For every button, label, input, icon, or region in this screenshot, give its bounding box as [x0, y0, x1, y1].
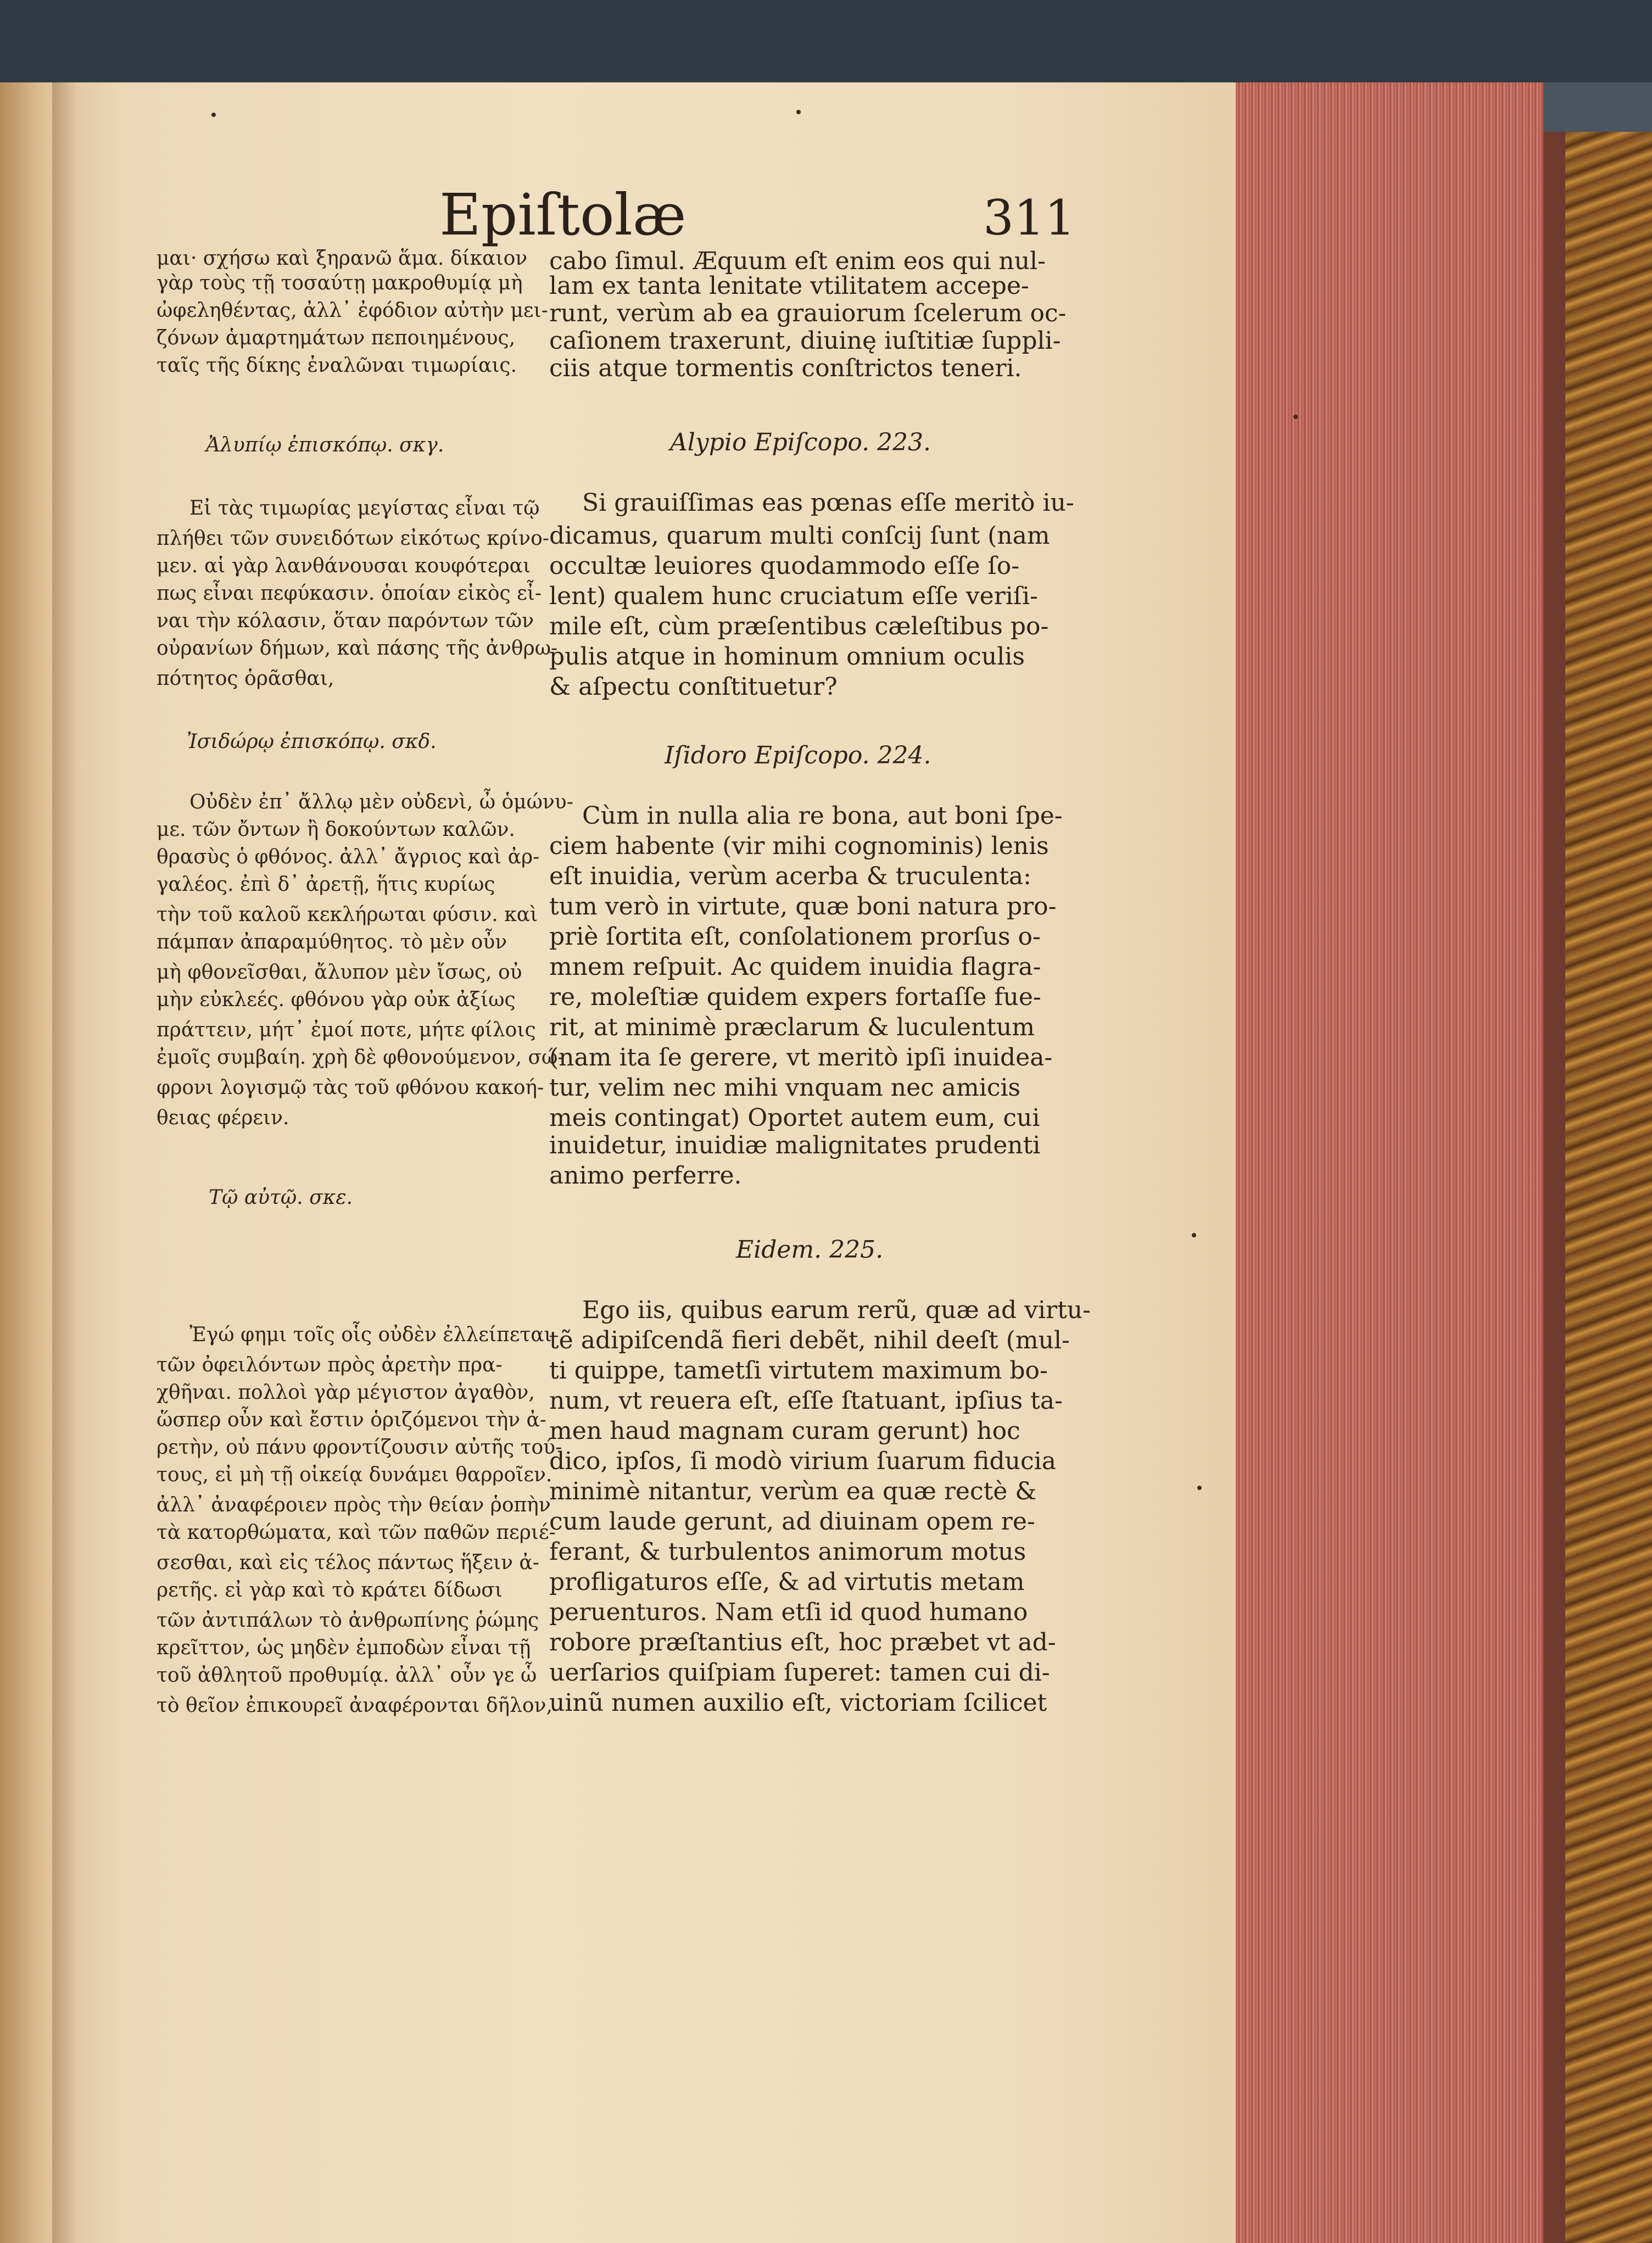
text-line: τοῦ ἀθλητοῦ προθυμίᾳ. ἀλλ᾽ οὖν γε ὧ [157, 1664, 537, 1687]
text-line: dicamus, quarum multi conſcij ſunt (nam [549, 522, 1050, 550]
text-line: ἀλλ᾽ ἀναφέροιεν πρὸς τὴν θείαν ῥοπὴν [157, 1494, 551, 1516]
text-line: men haud magnam curam gerunt) hoc [549, 1417, 1020, 1445]
text-line: occultæ leuiores quodammodo eſſe ſo- [549, 552, 1020, 580]
gutter-shadow [52, 82, 77, 2243]
text-line: γαλέος. ἐπὶ δ᾽ ἀρετῇ, ἥτις κυρίως [157, 873, 495, 896]
text-line: mile eſt, cùm præſentibus cæleſtibus po- [549, 612, 1049, 640]
text-line: μὴν εὐκλεές. φθόνου γὰρ οὐκ ἀξίως [157, 989, 516, 1011]
text-line: μαι· σχήσω καὶ ξηρανῶ ἅμα. δίκαιον [157, 247, 528, 270]
text-line: ὥσπερ οὖν καὶ ἔστιν ὁριζόμενοι τὴν ἀ- [157, 1409, 546, 1431]
text-line: Ἐγώ φημι τοῖς οἷς οὐδὲν ἐλλείπεται [189, 1324, 552, 1346]
text-line: ciis atque tormentis conſtrictos teneri. [549, 354, 1022, 382]
text-line: μεν. αἱ γὰρ λανθάνουσαι κουφότεραι [157, 555, 531, 577]
text-line: eſt inuidia, verùm acerba & truculenta: [549, 862, 1031, 890]
text-line: rit, at minimè præclarum & luculentum [549, 1013, 1035, 1041]
text-line: πως εἶναι πεφύκασιν. ὁποίαν εἰκὸς εἶ- [157, 582, 542, 605]
text-line: cum laude gerunt, ad diuinam opem re- [549, 1508, 1035, 1536]
text-line: πάμπαν ἀπαραμύθητος. τὸ μὲν οὖν [157, 931, 507, 953]
text-line: ρετὴν, οὐ πάνυ φροντίζουσιν αὐτῆς τού- [157, 1436, 562, 1459]
text-line: ciem habente (vir mihi cognominis) lenis [549, 832, 1049, 860]
text-line: re, moleſtiæ quidem expers fortaſſe fue- [549, 983, 1041, 1011]
text-line: τῶν ὀφειλόντων πρὸς ἀρετὴν πρα- [157, 1354, 503, 1376]
binding-top [1543, 82, 1652, 132]
text-line: uerſarios quiſpiam ſuperet: tamen cui di- [549, 1659, 1050, 1687]
text-line: Ego iis, quibus earum rerũ, quæ ad virtu- [582, 1296, 1091, 1324]
text-line: ὠφεληθέντας, ἀλλ᾽ ἐφόδιον αὐτὴν μει- [157, 299, 548, 322]
letter-heading: Alypio Epiſcopo. 223. [670, 428, 931, 456]
text-line: σεσθαι, καὶ εἰς τέλος πάντως ἥξειν ἀ- [157, 1552, 539, 1574]
text-line: ναι τὴν κόλασιν, ὅταν παρόντων τῶν [157, 610, 534, 632]
text-line: peruenturos. Nam etſi id quod humano [549, 1598, 1028, 1626]
text-line: τὸ θεῖον ἐπικουρεῖ ἀναφέρονται δῆλον, [157, 1694, 552, 1717]
letter-heading: Τῷ αὐτῷ. σκε. [209, 1186, 353, 1209]
text-line: cabo ſimul. Æquum eſt enim eos qui nul- [549, 247, 1046, 275]
text-line: num, vt reuera eſt, eſſe ſtatuant, ipſius ta- [549, 1387, 1063, 1415]
text-line: caſionem traxerunt, diuinę iuſtitiæ ſuppli- [549, 327, 1061, 355]
text-line: κρεῖττον, ὡς μηδὲν ἐμποδὼν εἶναι τῇ [157, 1637, 531, 1659]
text-line: tur, velim nec mihi vnquam nec amicis [549, 1074, 1021, 1102]
ink-speck [1197, 1486, 1202, 1490]
text-line: ταῖς τῆς δίκης ἐναλῶναι τιμωρίαις. [157, 354, 517, 377]
page-number: 311 [983, 189, 1075, 246]
text-line: πλήθει τῶν συνειδότων εἰκότως κρίνο- [157, 527, 549, 550]
text-line: ferant, & turbulentos animorum motus [549, 1538, 1026, 1566]
text-line: ρετῆς. εἰ γὰρ καὶ τὸ κράτει δίδωσι [157, 1579, 503, 1602]
text-line: uinũ numen auxilio eſt, victoriam ſcilicet [549, 1689, 1047, 1717]
text-line: tẽ adipiſcendã fieri debẽt, nihil deeſt (mul- [549, 1326, 1070, 1354]
text-line: Εἰ τὰς τιμωρίας μεγίστας εἶναι τῷ [189, 497, 540, 520]
text-line: meis contingat) Oportet autem eum, cui [549, 1104, 1040, 1132]
letter-heading: Ἀλυπίῳ ἐπισκόπῳ. σκγ. [206, 434, 444, 456]
letter-heading: Eidem. 225. [736, 1236, 884, 1264]
text-line: θρασὺς ὁ φθόνος. ἀλλ᾽ ἄγριος καὶ ἀρ- [157, 846, 540, 868]
text-line: πότητος ὁρᾶσθαι, [157, 667, 334, 690]
text-line: Οὐδὲν ἐπ᾽ ἄλλῳ μὲν οὐδενὶ, ὦ ὁμώνυ- [189, 791, 573, 813]
text-line: με. τῶν ὄντων ἢ δοκούντων καλῶν. [157, 818, 515, 841]
text-line: τους, εἰ μὴ τῇ οἰκείᾳ δυνάμει θαρροῖεν. [157, 1464, 552, 1486]
letter-heading: Iſidoro Epiſcopo. 224. [665, 741, 931, 769]
text-line: runt, verùm ab ea grauiorum ſcelerum oc- [549, 299, 1067, 327]
text-line: τῶν ἀντιπάλων τὸ ἀνθρωπίνης ῥώμης [157, 1609, 539, 1632]
text-line: priè ſortita eſt, conſolationem prorſus o- [549, 923, 1041, 951]
text-line: μὴ φθονεῖσθαι, ἄλυπον μὲν ἴσως, οὐ [157, 961, 522, 984]
text-line: (nam ita ſe gerere, vt meritò ipſi inuidea- [549, 1044, 1053, 1072]
text-line: Cùm in nulla alia re bona, aut boni ſpe- [582, 802, 1063, 830]
text-line: θειας φέρειν. [157, 1107, 289, 1129]
text-line: pulis atque in hominum omnium oculis [549, 643, 1025, 671]
text-line: χθῆναι. πολλοὶ γὰρ μέγιστον ἀγαθὸν, [157, 1381, 535, 1404]
text-line: lent) qualem hunc cruciatum eſſe veriſi- [549, 582, 1039, 610]
letter-heading: Ἰσιδώρῳ ἐπισκόπῳ. σκδ. [187, 730, 437, 753]
text-line: οὐρανίων δήμων, καὶ πάσης τῆς ἀνθρω- [157, 637, 558, 660]
text-line: ἐμοῖς συμβαίη. χρὴ δὲ φθονούμενον, σώ- [157, 1046, 565, 1069]
ink-speck [211, 113, 216, 117]
text-line: Si grauiſſimas eas pœnas eſſe meritò iu- [582, 489, 1074, 517]
text-line: τὴν τοῦ καλοῦ κεκλήρωται φύσιν. καὶ [157, 903, 538, 926]
text-line: γὰρ τοὺς τῇ τοσαύτῃ μακροθυμίᾳ μὴ [157, 272, 523, 294]
ink-speck [1192, 1233, 1196, 1237]
text-line: tum verò in virtute, quæ boni natura pro- [549, 892, 1057, 920]
text-line: πράττειν, μήτ᾽ ἐμοί ποτε, μήτε φίλοις [157, 1019, 536, 1041]
text-line: minimè nitantur, verùm ea quæ rectè & [549, 1477, 1037, 1505]
text-line: inuidetur, inuidiæ malignitates prudenti [549, 1131, 1041, 1159]
text-line: τὰ κατορθώματα, καὶ τῶν παθῶν περιέ- [157, 1521, 556, 1544]
ink-speck [796, 110, 801, 114]
text-line: robore præſtantius eſt, hoc præbet vt ad- [549, 1628, 1056, 1656]
text-line: dico, ipſos, ſi modò virium ſuarum fiducia [549, 1447, 1056, 1475]
fore-edge-shadow [1543, 110, 1565, 2243]
text-line: & aſpectu conſtituetur? [549, 673, 838, 701]
text-line: φρονι λογισμῷ τὰς τοῦ φθόνου κακοή- [157, 1076, 544, 1099]
running-head: Epiſtolæ [439, 181, 687, 248]
text-line: ti quippe, tametſi virtutem maximum bo- [549, 1357, 1048, 1385]
text-line: lam ex tanta lenitate vtilitatem accepe- [549, 272, 1029, 300]
text-line: mnem reſpuit. Ac quidem inuidia flagra- [549, 953, 1041, 981]
text-line: ζόνων ἁμαρτημάτων πεποιημένους, [157, 327, 516, 349]
text-line: profligaturos eſſe, & ad virtutis metam [549, 1568, 1025, 1596]
marbled-cover-board [1565, 132, 1652, 2243]
ink-speck [1293, 415, 1298, 419]
text-line: animo perferre. [549, 1162, 742, 1190]
facing-page-edge [0, 82, 60, 2243]
page-block-fore-edge [1236, 82, 1543, 2243]
